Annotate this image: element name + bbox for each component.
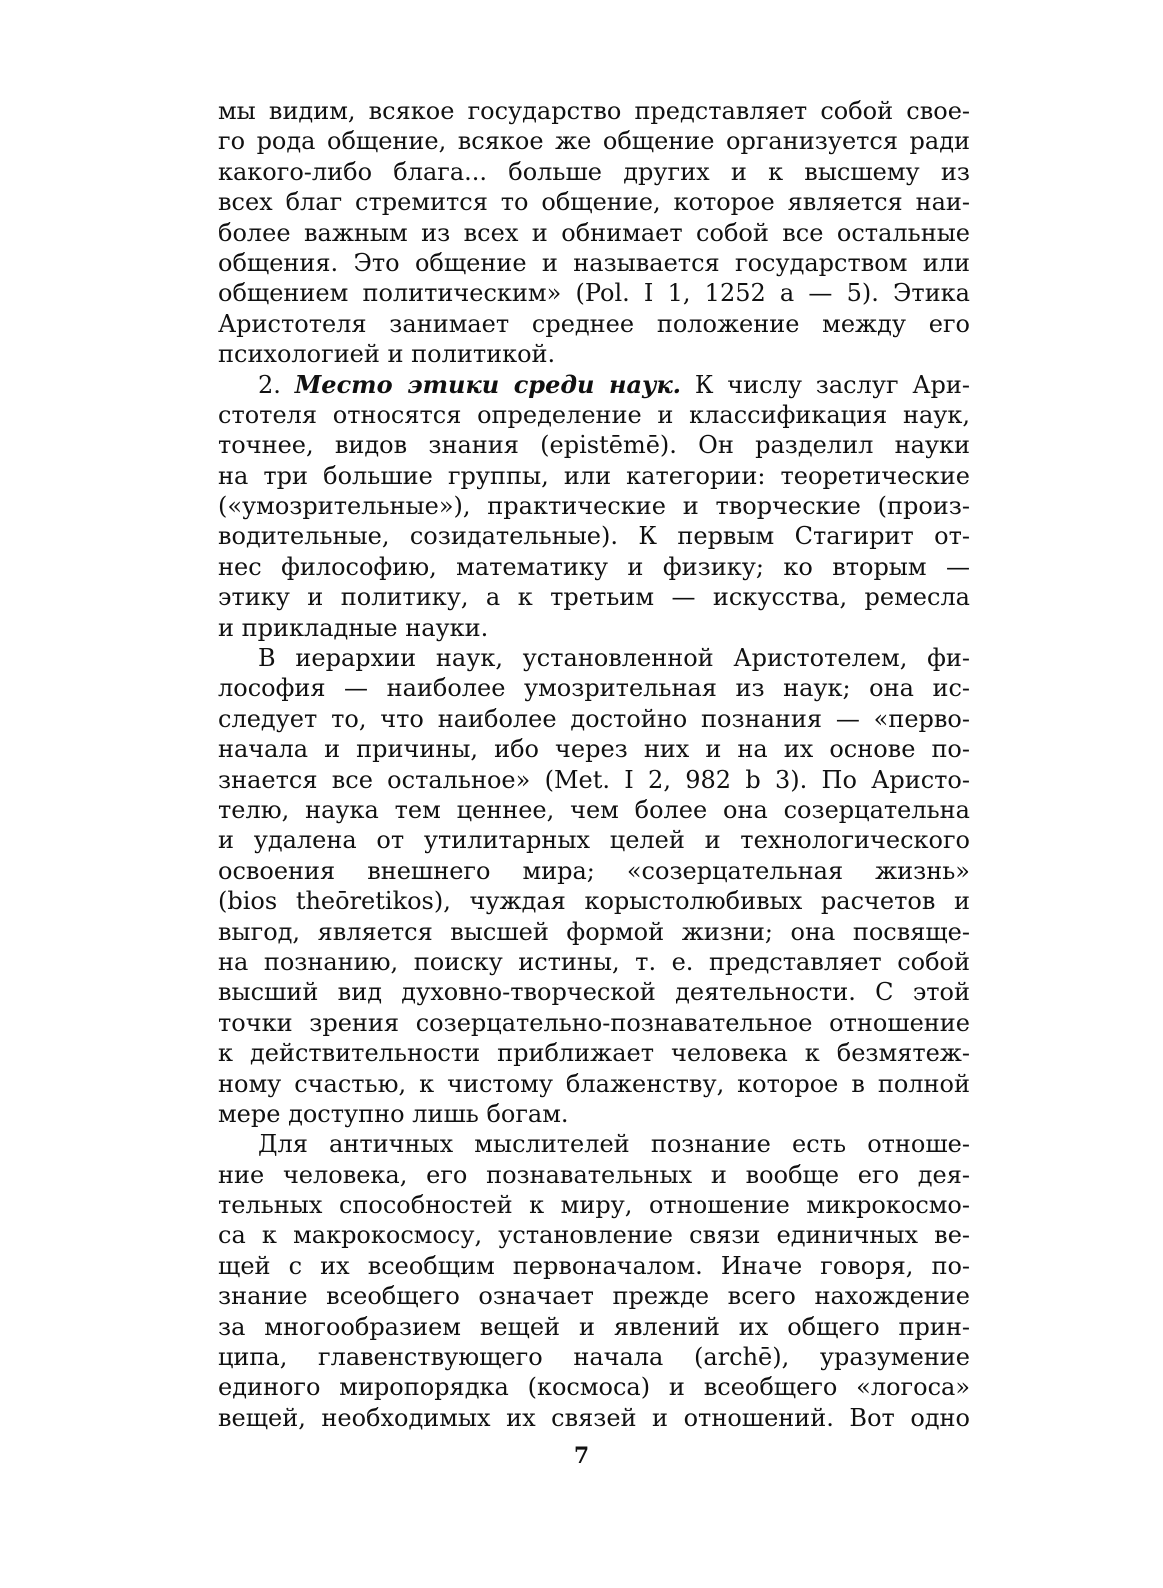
text-line: психологией и политикой.	[218, 340, 556, 369]
text-line: высший вид духовно-творческой деятельности. С этой	[218, 978, 970, 1007]
text-line: Аристотеля занимает среднее положение между его	[218, 309, 970, 338]
text-line: следует то, что наиболее достойно познания — «перво-	[218, 704, 970, 733]
text-line: на три большие группы, или категории: теоретические	[218, 461, 970, 490]
text-line: мере доступно лишь богам.	[218, 1099, 569, 1128]
text-line: единого миропорядка (космоса) и всеобщего «логоса»	[218, 1373, 970, 1402]
text-line: щей с их всеобщим первоначалом. Иначе говоря, по-	[218, 1251, 970, 1280]
text-line: мы видим, всякое государство представляет собой свое-	[218, 97, 970, 125]
body-text	[218, 96, 970, 1433]
paragraph-4	[218, 1129, 970, 1433]
text-line: на познанию, поиску истины, т. е. представляет собой	[218, 947, 970, 976]
text-line: вещей, необходимых их связей и отношений. Вот одно	[218, 1403, 970, 1432]
text-line: знание всеобщего означает прежде всего нахождение	[218, 1282, 970, 1311]
text-line: тельных способностей к миру, отношение микрокосмо-	[218, 1191, 970, 1220]
section-lead-line	[218, 370, 970, 400]
text-line: ние человека, его познавательных и вообще его дея-	[218, 1160, 970, 1189]
text-line: ципа, главенствующего начала (archē), уразумение	[218, 1343, 970, 1372]
text-line: са к макрокосмосу, установление связи единичных ве-	[218, 1221, 970, 1250]
text-line: знается все остальное» (Met. I 2, 982 b 3). По Аристо-	[218, 765, 970, 794]
text-line: ному счастью, к чистому блаженству, которое в полной	[218, 1069, 970, 1098]
text-line: выгод, является высшей формой жизни; она посвяще-	[218, 917, 970, 946]
text-line: (bios theōretikos), чуждая корыстолюбивых расчетов и	[218, 887, 970, 916]
text-line: начала и причины, ибо через них и на их основе по-	[218, 735, 970, 764]
paragraph-2	[218, 370, 970, 644]
text-line: более важным из всех и обнимает собой все остальные	[218, 218, 970, 247]
text-line: какого-либо блага... больше других и к высшему из	[218, 157, 970, 186]
paragraph-1	[218, 96, 970, 370]
text-line: за многообразием вещей и явлений их общего прин-	[218, 1312, 970, 1341]
text-line: точнее, видов знания (epistēmē). Он разделил науки	[218, 431, 970, 460]
text-line: телю, наука тем ценнее, чем более она созерцательна	[218, 795, 970, 824]
text-line: общением политическим» (Pol. I 1, 1252 а — 5). Этика	[218, 279, 970, 308]
section-lead-text: К числу заслуг Ари-	[694, 370, 971, 399]
section-heading: Место этики среди наук.	[294, 369, 682, 399]
text-line: всех благ стремится то общение, которое является наи-	[218, 188, 970, 217]
text-line: освоения внешнего мира; «созерцательная жизнь»	[218, 856, 970, 885]
text-line: этику и политику, а к третьим — искусства, ремесла	[218, 583, 970, 612]
text-line: к действительности приближает человека к безмятеж-	[218, 1039, 970, 1068]
text-line: точки зрения созерцательно-познавательное отношение	[218, 1008, 970, 1037]
section-number: 2.	[258, 370, 281, 399]
text-line: Для античных мыслителей познание есть отноше-	[258, 1130, 970, 1159]
paragraph-3	[218, 643, 970, 1129]
text-line: В иерархии наук, установленной Аристотелем, фи-	[258, 644, 970, 673]
text-line: нес философию, математику и физику; ко вторым —	[218, 552, 970, 581]
text-line: и прикладные науки.	[218, 613, 489, 642]
text-line: стотеля относятся определение и классификация наук,	[218, 400, 970, 429]
text-line: и удалена от утилитарных целей и технологического	[218, 826, 970, 855]
text-line: водительные, созидательные). К первым Стагирит от-	[218, 522, 970, 551]
text-line: лософия — наиболее умозрительная из наук; она ис-	[218, 674, 970, 703]
page-number: 7	[573, 1443, 590, 1469]
text-line: го рода общение, всякое же общение организуется ради	[218, 127, 970, 156]
text-line: общения. Это общение и называется государством или	[218, 248, 970, 277]
text-line: («умозрительные»), практические и творческие (произ-	[218, 492, 970, 521]
